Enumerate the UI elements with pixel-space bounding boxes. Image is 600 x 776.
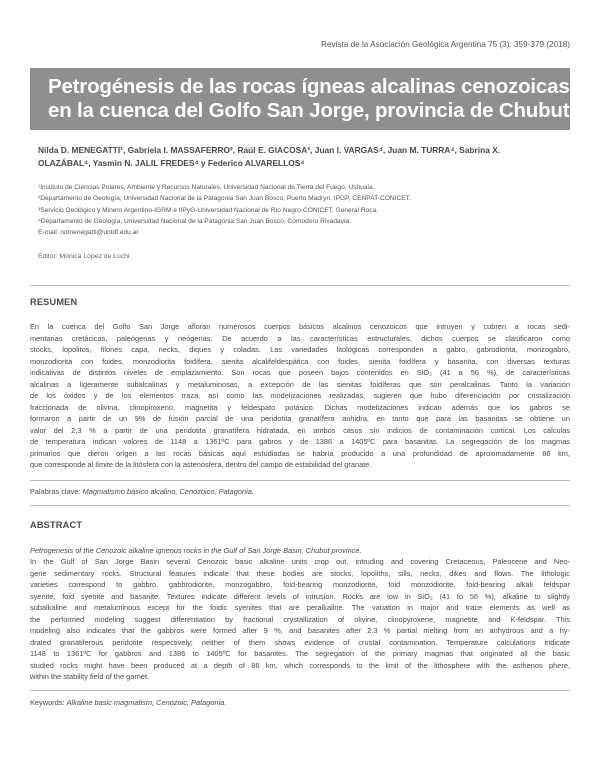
palabras-clave-label: Palabras clave:	[30, 487, 81, 496]
palabras-clave	[30, 487, 254, 496]
abstract-body	[30, 556, 570, 683]
resumen-body	[30, 321, 570, 471]
article-title	[48, 75, 570, 123]
palabras-clave-value: Magmatismo básico alcalino, Cenozoico, Patagonia.	[82, 487, 254, 496]
abstract-line: subalkaline and metaluminous except for the foidic syenites that are peralkaline. The variation in major and trace elements as well as	[30, 603, 570, 612]
resumen-line: monzodiorita con foides, monzodiorita foidífera, sienita alcalifeldespática con foides, sienita foidífera y basanita, con diversas texturas	[30, 356, 570, 366]
resumen-line: fraccionada de olivina, clinopiroxeno, magnetita y feldespato potásico. Dichas modelizaciones indican además que los gabros se	[30, 402, 570, 412]
resumen-line: formaron a partir de un 9% de fusión parcial de una peridotita granatífera anhidra, en tanto que para las basanitas se obtiene un	[30, 414, 570, 423]
affiliation-4: ⁴Departamento de Geología, Universidad Nacional de la Patagonia San Juan Bosco, Comodoro Rivadavia.	[38, 217, 351, 225]
abstract-line: syenite, foid syenite and basanite. Textures indicate different levels of intrusion. Rocks are low in SiO₂ (41 to 56 %), alkaline to slightly	[30, 591, 570, 601]
abstract-title	[30, 545, 570, 557]
resumen-line: indicativas de distintos niveles de emplazamiento. Son rocas que poseen bajos contenidos en SiO₂ (41 a 56 %), de características	[30, 368, 570, 377]
authors-line-2: OLAZÁBAL⁴, Yasmin N. JALIL FREDES⁴ y Federico ALVARELLOS⁴	[38, 158, 305, 168]
resumen-line: alcalinas a ligeramente subalcalinas y metaluminosas, a excepción de las sienitas foidíferas que son peralcalinas. Tanto la variación	[30, 379, 570, 389]
resumen-line: En la cuenca del Golfo San Jorge afloran numerosos cuerpos básicos alcalinos cenozoicos que intruyen y cubren a rocas sedi-	[30, 322, 570, 331]
divider	[30, 505, 570, 506]
contact-email[interactable]: E-mail: ndmenegatti@untdf.edu.ar	[38, 229, 139, 237]
abstract-line: gene sedimentary rocks. Structural features indicate that these bodies are stocks, lopoliths, sills, necks, dikes and flows. The lithologic	[30, 568, 570, 578]
divider	[30, 480, 570, 481]
abstract-line: modeling also indicates that the gabbros were formed after 9 %, and basanites after 2.3 % partial melting from an anhydrous and a hy-	[30, 626, 570, 635]
abstract-line: drated granatiferous peridotite respectively; neither of them shows evidence of crustal contamination. Temperature calculations indicate	[30, 637, 570, 647]
resumen-line: mentarias cretácicas, paleógenas y neógenas. De acuerdo a las características estructurales, dichos cuerpos se clasificaron como	[30, 333, 570, 343]
divider	[30, 285, 570, 286]
title-line-2: en la cuenca del Golfo San Jorge, provincia de Chubut	[48, 99, 570, 122]
affiliations	[38, 182, 568, 238]
resumen-line: de los óxidos y de los elementos traza, así como las modelizaciones realizadas, sugieren que hubo diferenciación por cristalización	[30, 391, 570, 400]
keywords-label: Keywords:	[30, 698, 65, 707]
abstract-line: In the Gulf of San Jorge Basin several Cenozoic basic alkaline units crop out, intruding and covering Cretaceous, Paleocene and Neo-	[30, 557, 570, 566]
resumen-heading: RESUMEN	[30, 297, 78, 307]
abstract-line: studied rocks might have been produced at a depth of 86 km, which corresponds to the limit of the lithosphere with the asthenos phere,	[30, 660, 570, 670]
abstract-heading: ABSTRACT	[30, 520, 83, 530]
affiliation-3: ³Servicio Geológico y Minero Argentino-IGRM e IIPyG-Universidad Nacional de Río Negro-CONICET, General Roca.	[38, 206, 379, 214]
title-line-1: Petrogénesis de las rocas ígneas alcalinas cenozoicas	[48, 75, 570, 98]
abstract-line: 1148 to 1361ºC for gabbros and 1386 to 1405ºC for basanites. The segregation of the primary magmas that originated all the basic	[30, 649, 570, 658]
divider	[30, 690, 570, 691]
journal-reference: Revista de la Asociación Geológica Argentina 75 (3): 359-379 (2018)	[321, 40, 570, 49]
authors-line-1: Nilda D. MENEGATTI¹, Gabriela I. MASSAFERRO², Raúl E. GIACOSA³, Juan I. VARGAS⁴, Juan M. TURRA⁴, Sabrina X.	[38, 145, 501, 155]
resumen-line: de temperatura indican valores de 1148 a 1361ºC para gabros y de 1386 a 1405ºC para basanitas. La segregación de los magmas	[30, 437, 570, 446]
resumen-line: primarios que dieron origen a las rocas básicas aquí estudiadas se habría producido a una profundidad de aproximadamente 86 km,	[30, 448, 570, 458]
title-band	[30, 68, 570, 130]
abstract-line: the performed modeling suggest differentiation by fractional crystallization of olivine, clinopyroxene, magnetite and K-feldspar. This	[30, 614, 570, 624]
abstract-title-text: Petrogenesis of the Cenozoic alkaline igneous rocks in the Gulf of San Jorge Basin, Chubut province.	[30, 546, 362, 555]
resumen-line: que corresponde al límite de la litósfera con la astenósfera, dentro del campo de estabilidad del granate.	[30, 460, 372, 469]
editor-line: Editor: Mónica López de Luchi	[38, 253, 130, 260]
affiliation-2: ²Departamento de Geología, Universidad Nacional de la Patagonia San Juan Bosco, Puerto Madryn. IPGP, CENPAT-CONICET.	[38, 195, 411, 203]
abstract-line: varieties correspond to gabbro, gabbrodiorite, monzogabbro, foid-bearing monzodiorite, foid monzodiorite, foid-bearing alkali feldspar	[30, 580, 570, 589]
authors	[38, 144, 568, 170]
keywords	[30, 698, 226, 707]
resumen-line: stocks, lopolitos, filones capa, necks, diques y coladas. Las variedades litológicas corresponden a gabro, gabrodiorita, monzogabro,	[30, 345, 570, 354]
resumen-line: valor del 2,3 % a partir de una peridotita granatífera hidratada, en ambos casos sin indicios de contaminación cortical. Los cálculos	[30, 425, 570, 435]
keywords-value: Alkaline basic magmatism, Cenozoic, Patagonia.	[66, 698, 227, 707]
affiliation-1: ¹Instituto de Ciencias Polares, Ambiente y Recursos Naturales, Universidad Nacional de Tierra del Fuego, Ushuaia.	[38, 184, 375, 191]
abstract-line: within the stability field of the garnet.	[30, 672, 150, 681]
